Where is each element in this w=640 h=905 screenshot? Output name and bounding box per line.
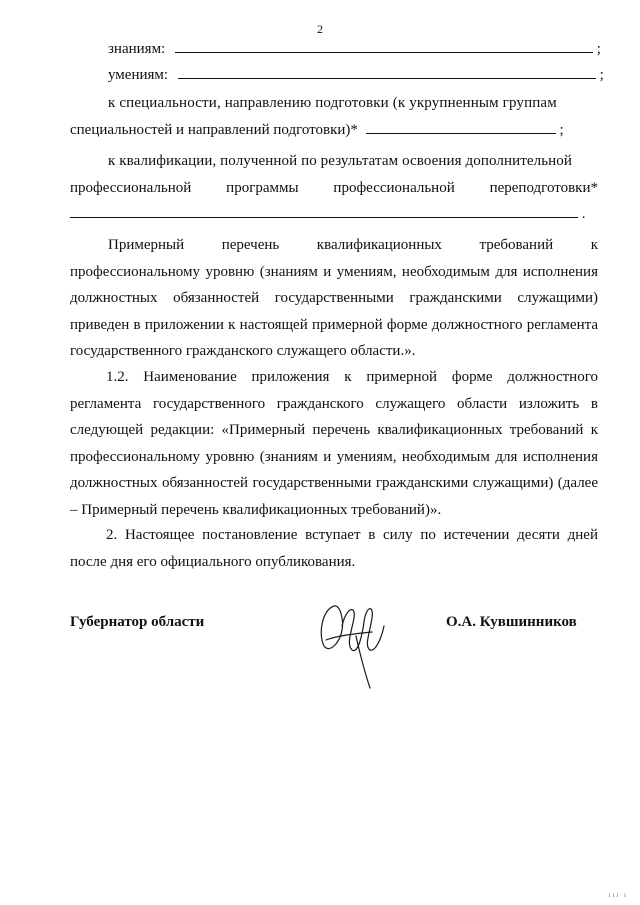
specialty-line-1 [70,90,598,117]
qualification-word: профессиональной [333,179,455,196]
paragraph-1-word: требований [479,237,554,253]
paragraph-2-text: 1.2. Наименование приложения к примерной форме должностного регламента государственного гражданского служащего области изложить в следующей редакции: «Примерный перечень квалификационных требований к профессиональному уровню (знаниям и умениям, необходимым для исполнения должностных обязанностей государственными гражданскими служащими) (далее – Примерный перечень квалификационных требований)». [70,369,598,518]
skills-blank [178,64,596,79]
specialty-end: ; [559,121,564,138]
skills-label: умениям: [108,67,169,83]
skills-end: ; [599,67,604,83]
paragraph-1-word: перечень [221,237,280,253]
specialty-paragraph [70,90,598,143]
qualification-word: профессиональной [70,179,192,196]
paragraph-list-reference [70,232,598,365]
specialty-text-2: специальностей и направлений подготовки)* [70,121,358,138]
paragraph-item-1-2 [70,364,598,523]
skills-field [108,64,604,84]
paragraph-1-word: к [590,237,598,253]
handwritten-signature [312,596,390,692]
specialty-blank [366,119,556,134]
qualification-word: переподготовки* [489,179,598,196]
qualification-text-1: к квалификации, полученной по результатам освоения дополнительной [108,153,573,169]
paragraph-1-word: квалификационных [316,237,442,253]
paragraph-1-line-1 [70,232,598,259]
qualification-line-2 [70,175,598,202]
paragraph-1-rest: профессиональному уровню (знаниям и умениям, необходимым для исполнения должностных обязанностей государственными гражданскими служащими) приведен в приложении к настоящей примерной форме должностного регламента государственного гражданского служащего области.». [70,263,598,359]
paragraph-item-2 [70,522,598,575]
qualification-line-3 [70,201,598,228]
page-number: 2 [317,22,323,36]
knowledge-field [108,38,601,58]
signatory-name: О.А. Кувшинников [446,614,577,630]
qualification-word: программы [226,179,299,196]
knowledge-end: ; [596,41,601,57]
signatory-title: Губернатор области [70,614,205,630]
qualification-end: . [581,206,586,222]
specialty-line-2 [70,117,598,144]
qualification-line-1 [70,148,598,175]
qualification-paragraph [70,148,598,228]
knowledge-blank [175,38,593,53]
paragraph-3-text: 2. Настоящее постановление вступает в силу по истечении десяти дней после дня его официального опубликования. [70,527,598,570]
specialty-text-1: к специальности, направлению подготовки (к укрупненным группам [108,95,557,111]
paragraph-1-word: Примерный [108,237,185,253]
qualification-blank [70,203,578,218]
corner-marks: ııı ı [608,891,628,899]
knowledge-label: знаниям: [108,41,166,57]
